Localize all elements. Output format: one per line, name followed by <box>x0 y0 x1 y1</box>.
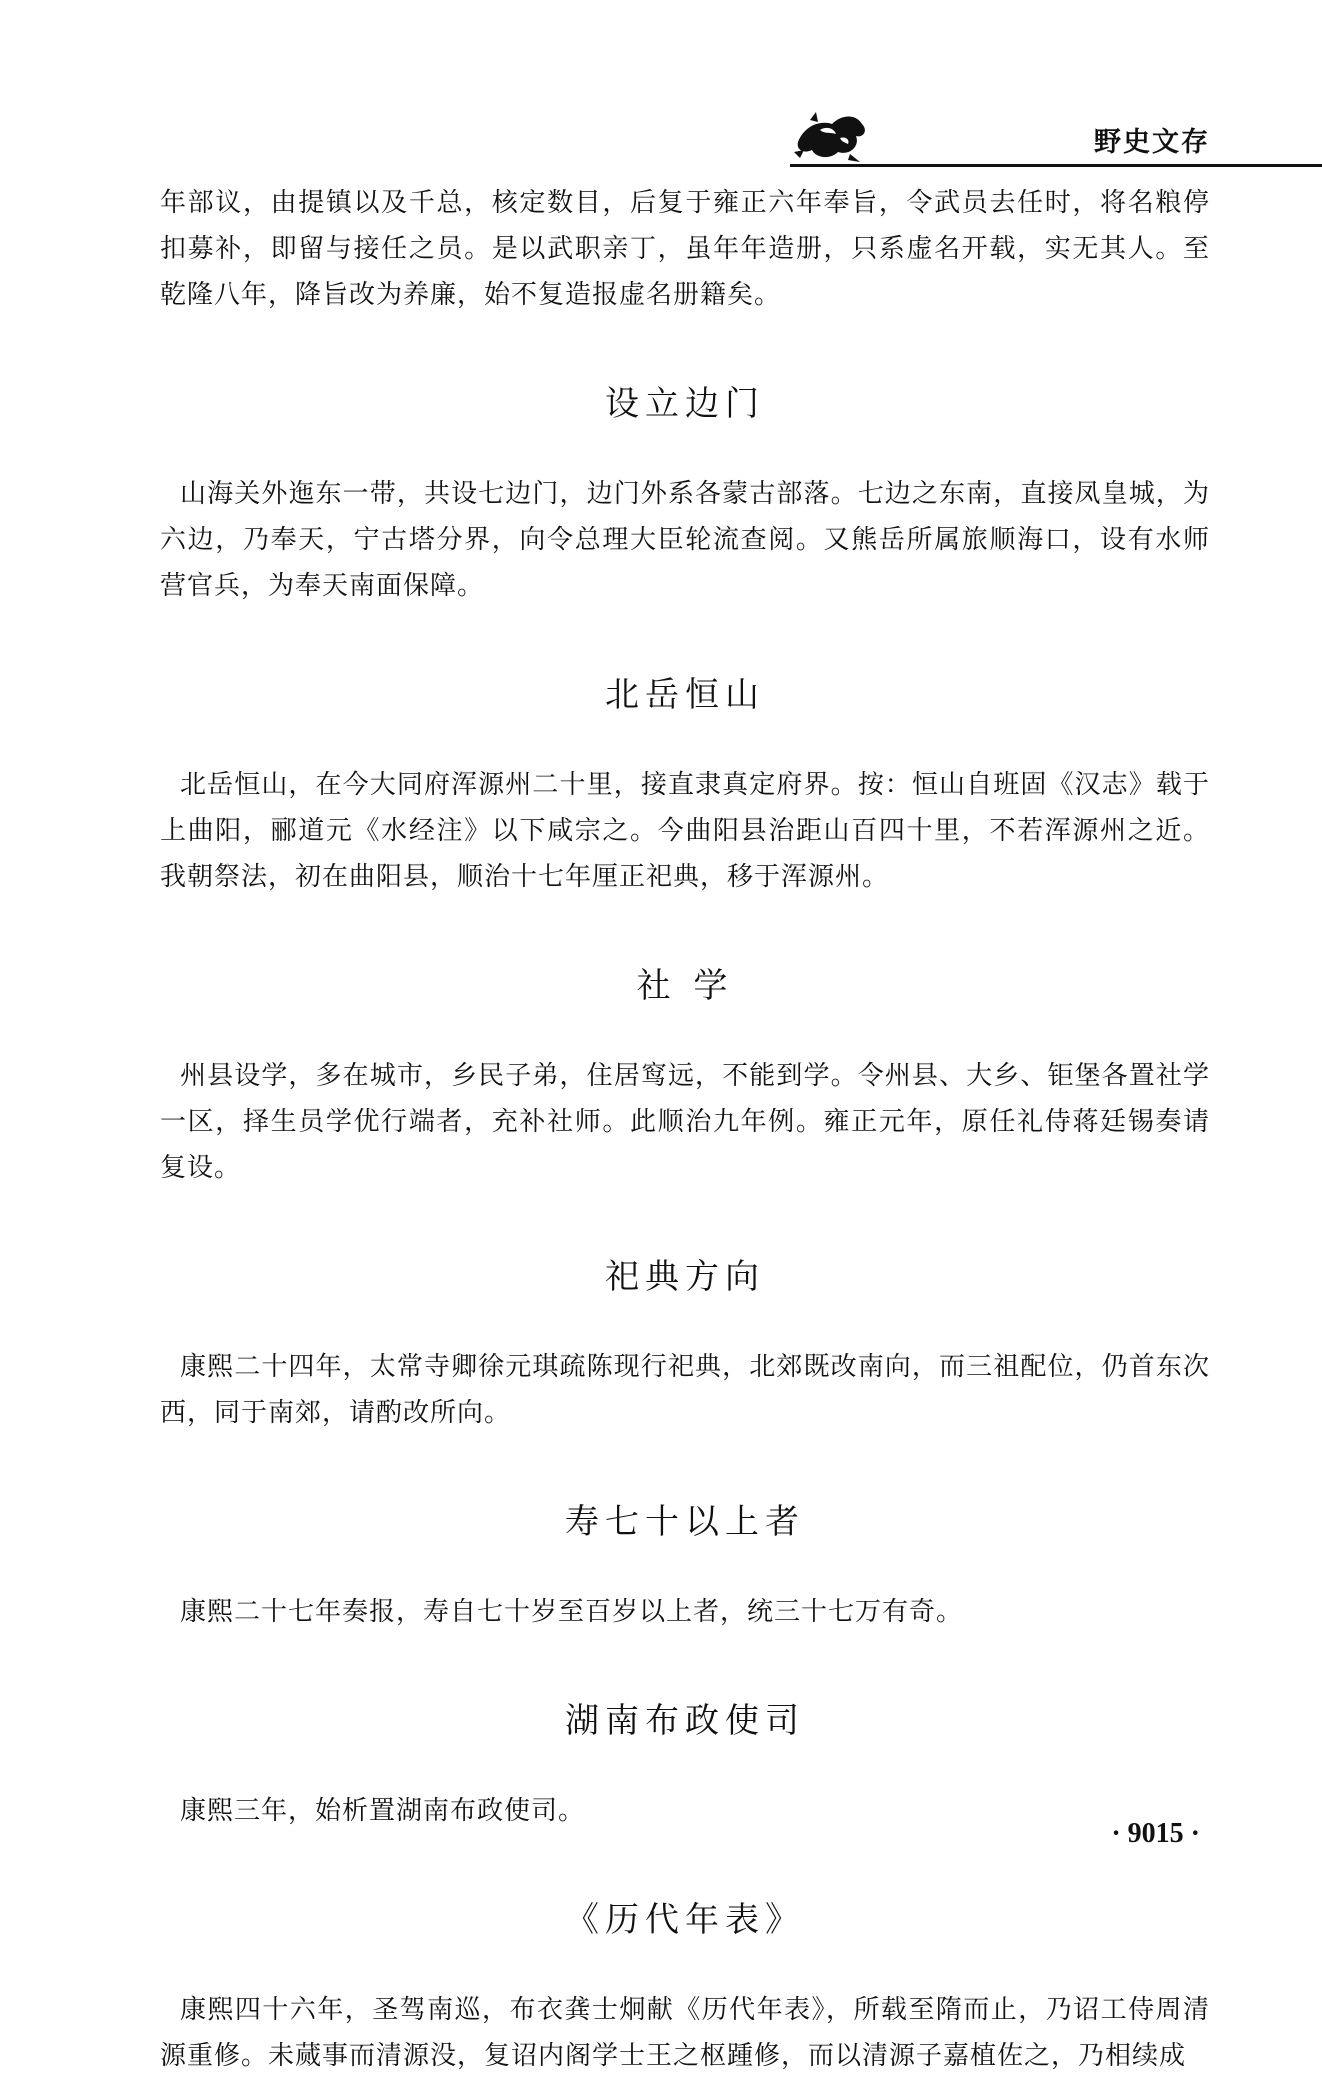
section-paragraph: 北岳恒山，在今大同府浑源州二十里，接直隶真定府界。按：恒山自班固《汉志》载于上曲阳，郦道元《水经注》以下咸宗之。今曲阳县治距山百四十里，不若浑源州之近。我朝祭法，初在曲阳县，顺治十七年厘正祀典，移于浑源州。 <box>160 770 1210 892</box>
section-heading: 寿七十以上者 <box>565 1502 805 1542</box>
section-paragraph: 康熙二十七年奏报，寿自七十岁至百岁以上者，统三十七万有奇。 <box>180 1597 964 1627</box>
section-heading: 设立边门 <box>605 384 765 424</box>
book-series-title: 野史文存 <box>1094 127 1210 158</box>
section-paragraph: 康熙二十四年，太常寺卿徐元琪疏陈现行祀典，北郊既改南向，而三祖配位，仍首东次西，同于南郊，请酌改所向。 <box>160 1352 1210 1428</box>
section-heading: 《历代年表》 <box>565 1900 805 1940</box>
section-heading: 祀典方向 <box>605 1257 765 1297</box>
section-paragraph: 州县设学，多在城市，乡民子弟，住居窎远，不能到学。令州县、大乡、钜堡各置社学一区，择生员学优行端者，充补社师。此顺治九年例。雍正元年，原任礼侍蒋廷锡奏请复设。 <box>160 1061 1210 1183</box>
page-body <box>160 180 1210 2079</box>
header-divider <box>790 164 1322 167</box>
page-header <box>130 106 1210 168</box>
continued-paragraph: 年部议，由提镇以及千总，核定数目，后复于雍正六年奉旨，令武员去任时，将名粮停扣募补，即留与接任之员。是以武职亲丁，虽年年造册，只系虚名开载，实无其人。至乾隆八年，降旨改为养廉，始不复造报虚名册籍矣。 <box>160 188 1210 310</box>
section-paragraph: 康熙四十六年，圣驾南巡，布衣龚士炯献《历代年表》，所载至隋而止，乃诏工侍周清源重修。未蒇事而清源没，复诏内阁学士王之枢踵修，而以清源子嘉植佐之，乃相续成 <box>160 1995 1210 2071</box>
section-heading: 北岳恒山 <box>605 675 765 715</box>
dragon-emblem-icon <box>790 106 874 166</box>
page-number: · 9015 · <box>1111 1818 1200 1849</box>
section-heading: 湖南布政使司 <box>565 1701 805 1741</box>
section-heading: 社 学 <box>636 966 734 1006</box>
section-paragraph: 山海关外迤东一带，共设七边门，边门外系各蒙古部落。七边之东南，直接凤皇城，为六边，乃奉天，宁古塔分界，向令总理大臣轮流查阅。又熊岳所属旅顺海口，设有水师营官兵，为奉天南面保障。 <box>160 479 1210 601</box>
section-paragraph: 康熙三年，始析置湖南布政使司。 <box>180 1796 586 1826</box>
